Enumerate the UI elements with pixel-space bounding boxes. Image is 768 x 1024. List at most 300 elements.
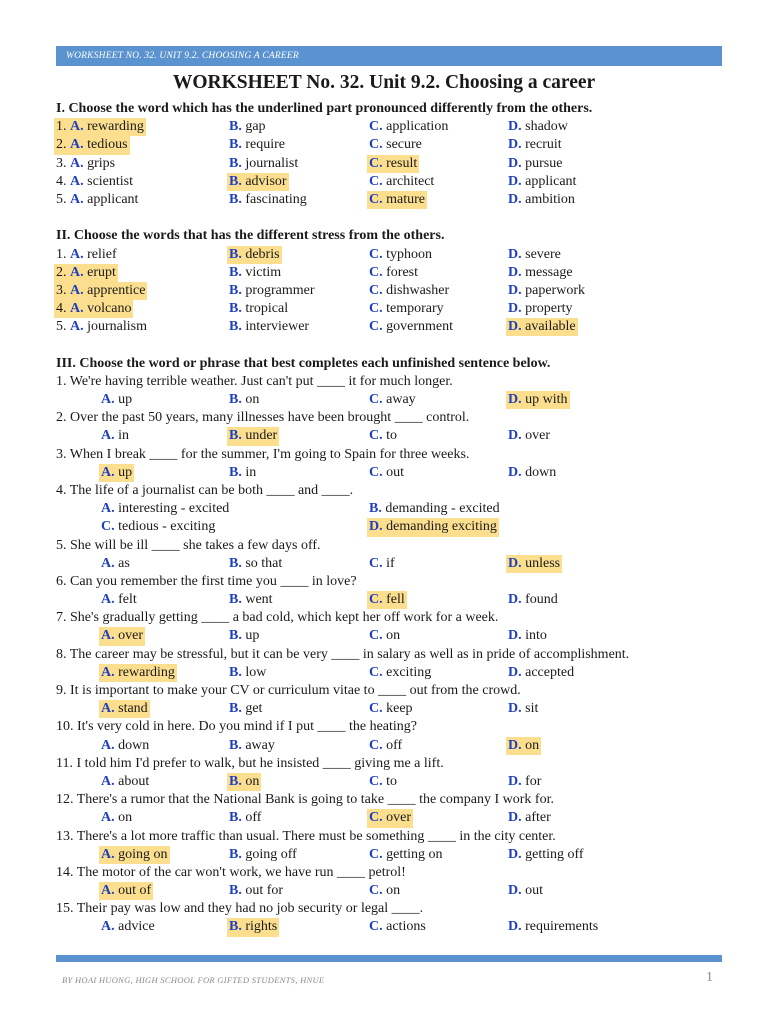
option-letter: D. [508,701,522,717]
section-spacer [56,209,736,227]
answer-option[interactable] [56,191,138,209]
question-prompt: 7. She's gradually getting ____ a bad cold, which kept her off work for a week. [56,610,499,626]
option-letter: C. [369,555,383,571]
answer-option[interactable] [508,300,573,318]
answer-option[interactable] [369,300,444,318]
options-row [56,846,736,864]
option-text: up [245,628,260,644]
option-text: going off [245,846,297,862]
option-text: message [525,264,573,280]
option-letter: D. [508,428,522,444]
answer-option[interactable] [369,664,431,682]
answer-option[interactable] [99,627,145,645]
option-letter: A. [101,464,115,480]
options-row [56,591,736,609]
option-letter: C. [369,810,383,826]
answer-option[interactable] [227,918,279,936]
option-text: secure [386,137,422,153]
option-text: available [525,319,576,335]
answer-option[interactable] [508,700,538,718]
option-text: gap [245,119,266,135]
answer-option[interactable] [229,737,275,755]
answer-option[interactable] [227,173,289,191]
answer-option[interactable] [369,627,400,645]
option-letter: A. [70,264,84,280]
option-letter: B. [229,464,242,480]
answer-option[interactable] [508,591,558,609]
answer-option[interactable] [506,318,578,336]
answer-option[interactable] [229,627,259,645]
option-text: on [386,628,401,644]
options-row [56,664,736,682]
answer-option[interactable] [369,318,453,336]
option-text: temporary [386,301,444,317]
answer-option[interactable] [56,173,133,191]
answer-option[interactable] [227,427,279,445]
answer-option[interactable] [508,464,556,482]
options-row [56,737,736,755]
answer-option[interactable] [54,264,118,282]
option-text: over [118,628,144,644]
answer-option[interactable] [369,464,404,482]
option-letter: D. [508,773,522,789]
option-letter: B. [229,555,242,571]
option-text: for [525,773,542,789]
option-text: up [118,392,133,407]
option-text: getting on [386,846,443,862]
answer-option[interactable] [101,555,130,573]
page-title: WORKSHEET No. 32. Unit 9.2. Choosing a career [172,72,596,93]
option-text: rewarding [87,119,144,135]
answer-option[interactable] [508,427,550,445]
options-row [56,773,736,791]
answer-option[interactable] [508,846,584,864]
option-letter: B. [229,173,242,189]
option-text: journalism [87,319,148,335]
answer-option[interactable] [229,664,266,682]
question-number: 3. [56,282,67,298]
answer-option[interactable] [54,118,146,136]
answer-option[interactable] [367,518,499,536]
question-prompt: 1. We're having terrible weather. Just can't put ____ it for much longer. [56,373,453,389]
option-text: application [386,119,449,135]
answer-option[interactable] [101,773,149,791]
question-number: 2. [56,264,67,280]
answer-option[interactable] [99,846,170,864]
option-text: volcano [87,301,132,317]
option-letter: A. [101,919,115,935]
question-row [56,118,736,136]
answer-option[interactable] [229,700,262,718]
answer-option[interactable] [101,427,129,445]
question-number: 1. [56,119,67,135]
option-text: paperwork [525,282,585,298]
option-letter: C. [369,464,383,480]
options-row [56,500,736,518]
option-letter: B. [369,501,382,517]
page-number: 1 [706,970,713,985]
option-letter: B. [229,773,242,789]
option-letter: A. [101,501,115,517]
answer-option[interactable] [508,882,543,900]
answer-option[interactable] [367,809,413,827]
answer-option[interactable] [229,591,273,609]
answer-option[interactable] [369,700,413,718]
option-letter: B. [229,664,242,680]
option-letter: A. [101,428,115,444]
answer-option[interactable] [369,173,434,191]
option-letter: D. [508,810,522,826]
option-letter: C. [369,392,383,407]
option-text: tropical [245,301,289,317]
section-heading: III. Choose the word or phrase that best completes each unfinished sentence below. [56,355,551,371]
option-letter: C. [369,428,383,444]
option-text: if [386,555,395,571]
option-letter: C. [369,246,383,262]
answer-option[interactable] [506,737,541,755]
options-row [56,391,736,409]
option-letter: D. [508,301,522,317]
answer-option[interactable] [369,118,448,136]
option-letter: D. [508,555,522,571]
question-prompt: 14. The motor of the car won't work, we have run ____ petrol! [56,864,406,880]
answer-option[interactable] [369,427,397,445]
option-text: tedious [87,137,128,153]
option-text: get [245,701,263,717]
option-letter: D. [508,173,522,189]
option-letter: B. [229,392,242,407]
answer-option[interactable] [508,627,547,645]
option-text: away [386,392,416,407]
option-text: stand [118,701,148,717]
option-text: grips [87,155,116,171]
answer-option[interactable] [229,282,315,300]
answer-option[interactable] [506,391,570,409]
answer-option[interactable] [508,191,575,209]
option-text: interesting - excited [118,501,230,517]
answer-option[interactable] [229,264,281,282]
answer-option[interactable] [369,737,402,755]
option-letter: C. [369,137,383,153]
option-text: into [525,628,547,644]
option-text: accepted [525,664,575,680]
option-text: rights [245,919,278,935]
question-prompt: 8. The career may be stressful, but it can be very ____ in salary as well as in pride of accomplishment. [56,646,630,662]
option-letter: A. [70,155,84,171]
question-number: 5. [56,191,67,207]
option-letter: B. [229,737,242,753]
answer-option[interactable] [229,391,259,409]
option-text: out of [118,883,152,899]
answer-option[interactable] [229,118,266,136]
option-letter: D. [508,737,522,753]
answer-option[interactable] [369,773,397,791]
options-row [56,700,736,718]
option-text: relief [87,246,117,262]
section-heading: II. Choose the words that has the different stress from the others. [56,228,445,244]
option-letter: D. [369,519,383,535]
option-text: require [245,137,285,153]
question-row [56,173,736,191]
answer-option[interactable] [54,300,133,318]
option-letter: A. [101,737,115,753]
option-text: to [386,428,398,444]
option-letter: B. [229,137,242,153]
option-text: fascinating [245,191,307,207]
answer-option[interactable] [54,136,130,154]
option-text: applicant [525,173,577,189]
answer-option[interactable] [508,282,585,300]
option-text: exciting [386,664,432,680]
answer-option[interactable] [369,555,395,573]
answer-option[interactable] [229,809,261,827]
option-letter: D. [508,191,522,207]
options-row [56,882,736,900]
options-row [56,427,736,445]
answer-option[interactable] [229,555,282,573]
question-number: 4. [56,173,67,189]
answer-option[interactable] [369,264,418,282]
answer-option[interactable] [99,664,177,682]
option-letter: A. [101,664,115,680]
answer-option[interactable] [101,518,215,536]
answer-option[interactable] [508,118,568,136]
option-letter: C. [369,773,383,789]
answer-option[interactable] [227,246,282,264]
question-row [56,246,736,264]
answer-option[interactable] [367,191,427,209]
option-letter: C. [369,592,383,608]
answer-option[interactable] [229,300,288,318]
option-text: ambition [525,191,575,207]
option-letter: D. [508,282,522,298]
option-letter: C. [369,191,383,207]
answer-option[interactable] [101,500,229,518]
option-letter: A. [101,701,115,717]
answer-option[interactable] [99,882,153,900]
option-text: architect [386,173,435,189]
option-text: government [386,319,453,335]
option-letter: B. [229,319,242,335]
option-text: advisor [245,173,287,189]
option-text: under [245,428,278,444]
question-number: 4. [56,301,67,317]
answer-option[interactable] [369,282,449,300]
option-letter: A. [70,301,84,317]
option-text: to [386,773,398,789]
option-letter: C. [369,264,383,280]
question-row [56,282,736,300]
answer-option[interactable] [506,555,562,573]
option-text: keep [386,701,413,717]
question-number: 1. [56,246,67,262]
options-row [56,627,736,645]
answer-option[interactable] [101,391,132,409]
option-letter: B. [229,701,242,717]
option-letter: B. [229,883,242,899]
option-text: felt [118,592,137,608]
option-letter: A. [70,173,84,189]
answer-option[interactable] [508,809,551,827]
answer-option[interactable] [367,591,407,609]
option-text: fell [386,592,405,608]
option-text: out [525,883,544,899]
option-letter: A. [101,883,115,899]
option-text: erupt [87,264,116,280]
answer-option[interactable] [101,809,132,827]
option-letter: A. [70,119,84,135]
option-text: typhoon [386,246,433,262]
answer-option[interactable] [367,155,419,173]
option-letter: C. [369,119,383,135]
option-letter: A. [101,392,115,407]
option-letter: D. [508,919,522,935]
option-letter: B. [229,155,242,171]
option-letter: A. [70,137,84,153]
answer-option[interactable] [508,264,573,282]
option-text: dishwasher [386,282,450,298]
answer-option[interactable] [369,136,422,154]
option-text: in [118,428,130,444]
option-letter: B. [229,119,242,135]
option-text: result [386,155,418,171]
option-letter: D. [508,155,522,171]
question-number: 5. [56,319,67,335]
answer-option[interactable] [227,773,261,791]
option-text: off [245,810,262,826]
answer-option[interactable] [508,136,562,154]
option-letter: C. [101,519,115,535]
options-row [56,464,736,482]
option-letter: C. [369,628,383,644]
option-text: applicant [87,191,139,207]
answer-option[interactable] [56,246,117,264]
answer-option[interactable] [99,700,150,718]
answer-option[interactable] [508,773,541,791]
option-text: down [118,737,150,753]
answer-option[interactable] [229,155,298,173]
section-spacer [56,336,736,354]
option-text: as [118,555,130,571]
question-prompt: 6. Can you remember the first time you ____ in love? [56,573,357,589]
option-text: debris [245,246,280,262]
answer-option[interactable] [229,882,283,900]
option-letter: A. [70,246,84,262]
question-row [56,264,736,282]
option-letter: C. [369,664,383,680]
question-prompt: 3. When I break ____ for the summer, I'm going to Spain for three weeks. [56,446,470,462]
answer-option[interactable] [369,246,432,264]
option-text: up with [525,392,568,407]
options-row [56,555,736,573]
answer-option[interactable] [54,282,147,300]
option-text: pursue [525,155,563,171]
option-letter: A. [101,628,115,644]
question-row [56,300,736,318]
option-text: unless [525,555,561,571]
option-letter: B. [229,810,242,826]
option-letter: B. [229,191,242,207]
option-letter: B. [229,592,242,608]
option-letter: B. [229,301,242,317]
answer-option[interactable] [99,464,134,482]
answer-option[interactable] [229,191,307,209]
option-letter: B. [229,628,242,644]
option-letter: A. [101,810,115,826]
option-text: requirements [525,919,599,935]
answer-option[interactable] [101,737,149,755]
answer-option[interactable] [508,155,562,173]
option-letter: D. [508,319,522,335]
answer-option[interactable] [229,318,309,336]
answer-option[interactable] [508,918,598,936]
option-letter: D. [508,592,522,608]
answer-option[interactable] [101,591,137,609]
option-letter: C. [369,301,383,317]
option-text: property [525,301,573,317]
answer-option[interactable] [508,246,561,264]
option-text: found [525,592,558,608]
option-text: forest [386,264,419,280]
worksheet-body [56,100,736,937]
option-text: tedious - exciting [118,519,216,535]
option-text: actions [386,919,426,935]
answer-option[interactable] [508,173,576,191]
answer-option[interactable] [369,846,443,864]
answer-option[interactable] [229,464,256,482]
options-row [56,518,736,536]
answer-option[interactable] [101,918,155,936]
option-text: demanding - excited [385,501,500,517]
question-prompt: 15. Their pay was low and they had no job security or legal ____. [56,901,424,917]
option-text: so that [245,555,283,571]
question-prompt: 9. It is important to make your CV or curriculum vitae to ____ out from the crowd. [56,683,521,698]
option-letter: C. [369,282,383,298]
answer-option[interactable] [56,155,115,173]
option-letter: D. [508,628,522,644]
answer-option[interactable] [369,882,400,900]
option-text: went [245,592,273,608]
question-row [56,155,736,173]
footer-credit: BY HOAI HUONG, HIGH SCHOOL FOR GIFTED STUDENTS, HNUE [62,975,325,985]
option-text: away [245,737,275,753]
option-letter: A. [101,592,115,608]
question-prompt: 2. Over the past 50 years, many illnesses have been brought ____ control. [56,410,470,426]
answer-option[interactable] [369,500,500,518]
answer-option[interactable] [369,391,416,409]
option-letter: A. [70,191,84,207]
option-text: on [118,810,133,826]
question-prompt: 10. It's very cold in here. Do you mind if I put ____ the heating? [56,719,417,735]
section-heading: I. Choose the word which has the underlined part pronounced differently from the others. [56,101,593,116]
option-letter: A. [70,319,84,335]
answer-option[interactable] [229,846,297,864]
answer-option[interactable] [369,918,426,936]
question-prompt: 11. I told him I'd prefer to walk, but he insisted ____ giving me a lift. [56,755,444,771]
question-number: 2. [56,137,67,153]
question-prompt: 12. There's a rumor that the National Bank is going to take ____ the company I work for. [56,792,554,808]
answer-option[interactable] [56,318,147,336]
answer-option[interactable] [508,664,574,682]
option-letter: C. [369,737,383,753]
option-letter: C. [369,883,383,899]
answer-option[interactable] [229,136,285,154]
option-letter: B. [229,428,242,444]
option-text: advice [118,919,155,935]
option-letter: B. [229,264,242,280]
option-letter: C. [369,846,383,862]
option-text: on [245,392,260,407]
